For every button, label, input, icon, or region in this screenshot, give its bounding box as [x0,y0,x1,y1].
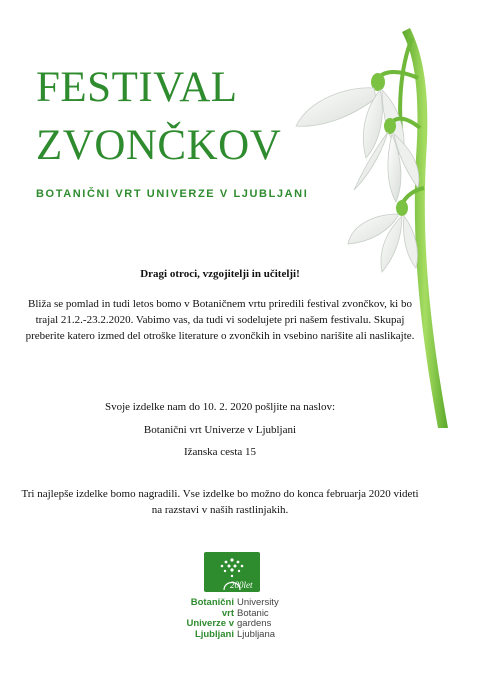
send-line: Svoje izdelke nam do 10. 2. 2020 pošljite na naslov: [104,401,336,413]
address-line-2: Ižanska cesta 15 [183,446,257,458]
greeting: Dragi otroci, vzgojitelji in učitelji! [140,268,300,280]
logo-text-english: University Botanic gardens Ljubljana [237,597,279,640]
address-line-1: Botanični vrt Univerze v Ljubljani [143,424,297,436]
title-line-2: ZVONČKOV [36,122,282,169]
botanic-garden-logo-icon [182,552,292,652]
paragraph-1: Bliža se pomlad in tudi letos bomo v Botaničnem vrtu priredili festival zvončkov, ki bo trajal 21.2.-23.2.2020. Vabimo vas, da tudi vi sodelujete pri našem festivalu. Skupaj preberite katero izmed del otroške literature o zvončkih in vsebino narišite ali naslikajte. [25,298,415,342]
title-line-1: FESTIVAL [36,64,238,111]
subtitle: BOTANIČNI VRT UNIVERZE V LJUBLJANI [36,188,309,200]
logo-text-slovene: Botanični vrt Univerze v Ljubljani [186,597,234,640]
snowdrop-flower-icon [290,18,460,438]
paragraph-2: Tri najlepše izdelke bomo nagradili. Vse izdelke bo možno do konca februarja 2020 videti na razstavi v naših rastlinjakih. [21,488,419,516]
logo-badge [204,552,260,592]
logo-badge-text: 200let [230,580,253,590]
